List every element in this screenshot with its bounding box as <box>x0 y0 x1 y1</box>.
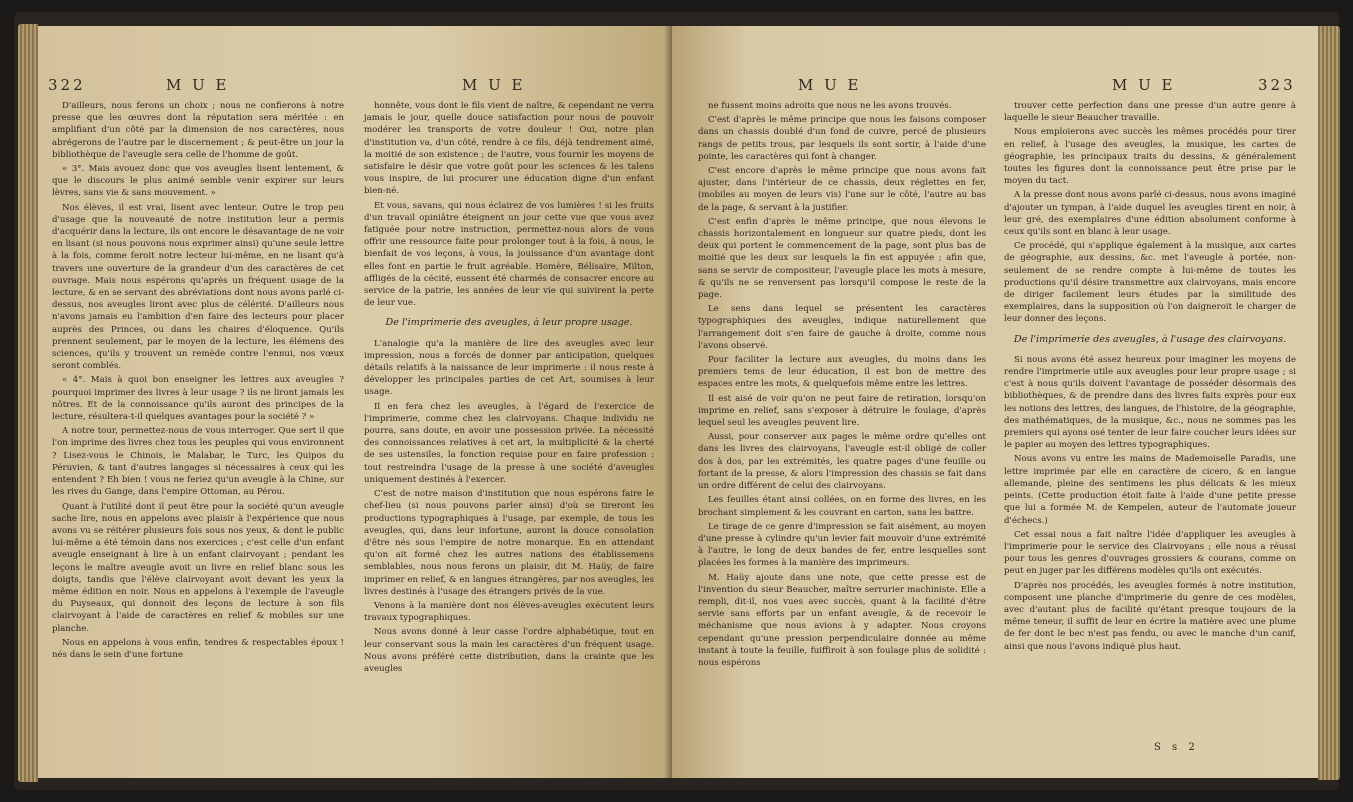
paragraph: C'est d'après le même principe que nous les faisons composer dans un chassis doublé d'un fond de cuivre, percé de plusieurs rangs de petits trous, par lesquels ils sont sortir, à l'aide d'une pointe, les caractères qui font à changer. <box>698 115 986 162</box>
paragraph: Il est aisé de voir qu'on ne peut faire de retiration, lorsqu'on imprime en relief, sans s'exposer à détruire le foulage, d'après lequel seul les aveugles peuvent lire. <box>698 393 986 429</box>
paragraph: C'est encore d'après le même principe que nous avons fait ajuster, dans l'intérieur de ce chassis, deux réglettes en fer, (mobiles au moyen de leurs vis) l'une sur le côté, l'autre au bas de la page, & servant à la justifier. <box>698 166 986 213</box>
right-page-head-col1: M U E <box>798 76 862 94</box>
left-page-head-col2: M U E <box>462 76 526 94</box>
section-heading: De l'imprimerie des aveugles, à l'usage des clairvoyans. <box>1013 333 1287 345</box>
paragraph: Les feuilles étant ainsi collées, on en forme des livres, en les brochant simplement & les couvrant en carton, sans les battre. <box>698 495 986 518</box>
left-page-column-1 <box>52 100 344 663</box>
paragraph: D'ailleurs, nous ferons un choix ; nous ne confierons à notre presse que les œuvres dont la réputation sera méritée : en amplifiant d'un côté par la dimension de nos caractères, nous abrégerons de l'autre par le discernement ; & peut-être un jour la bibliothèque de l'aveugle sera celle de l'homme de goût. <box>52 101 344 160</box>
paragraph: Nous emploierons avec succès les mêmes procédés pour tirer en relief, à l'usage des aveugles, la musique, les cartes de géographie, les principaux traits du dessins, & généralement toutes les figures dont la connoissance peut être prise par le moyen du tact. <box>1004 127 1296 187</box>
paragraph: Cet essai nous a fait naître l'idée d'appliquer les aveugles à l'imprimerie pour le service des Clairvoyans ; elle nous a réussi pour tous les genres d'ouvrages grossiers & courans, comme on peut en juger par les différens modèles qu'ils ont exécutés. <box>1004 529 1296 577</box>
left-page-head-col1: M U E <box>166 76 230 94</box>
section-heading: De l'imprimerie des aveugles, à leur propre usage. <box>385 317 633 329</box>
right-page <box>672 26 1318 778</box>
paragraph: Nous avons vu entre les mains de Mademoiselle Paradis, une lettre imprimée par elle en caractère de cicero, & en langue allemande, pleine des sentimens les plus délicats & les mieux peints. (Cette production étoit faite à l'aide d'une petite presse que lui a formée M. de Kempelen, auteur de l'automate joueur d'échecs.) <box>1004 454 1296 526</box>
paragraph: honnête, vous dont le fils vient de naître, & cependant ne verra jamais le jour, quelle douce satisfaction pour nous de pouvoir modérer les transports de votre douleur ! Oui, notre plan d'institution va, d'un côté, rendre à ce fils, déjà tendrement aimé, la moitié de son existence ; de l'autre, vous fournir les moyens de satisfaire le désir que votre goût pour les sciences & les talens vous inspire, de lui procurer une éducation digne d'un enfant bien-né. <box>364 101 654 197</box>
page-edges-left <box>18 24 38 782</box>
left-page-column-2 <box>364 100 654 677</box>
right-page-head-col2: M U E <box>1112 76 1176 94</box>
paragraph: Et vous, savans, qui nous éclairez de vos lumières ! si les fruits d'un travail opiniâtre éteignent un jour cette vue que vous avez fatiguée pour notre instruction, permettez-nous alors de vous offrir une ressource faite pour prolonger tout à la fois, à nous, le bienfait de vos leçons, à vous, la jouissance d'un avantage dont elles font en partie le fruit agréable. Homère, Bélisaire, Milton, affligés de la cécité, eussent été charmés de consacrer encore au service de la patrie, les années de leur vie qui suivirent la perte de leur vue. <box>364 200 654 309</box>
paragraph: Il en fera chez les aveugles, à l'égard de l'exercice de l'imprimerie, comme chez les clairvoyans. Chaque individu ne pourra, sans doute, en avoir une possession privée. La nécessité des connoissances relatives à cet art, la multiplicité & la cherté de ses ustensiles, la fonction requise pour en faire profession : tout restreindra l'usage de la presse à une société d'aveugles uniquement destinés à l'exercer. <box>364 401 654 485</box>
paragraph: A la presse dont nous avons parlé ci-dessus, nous avons imaginé d'ajouter un tympan, à l'aide duquel les aveugles tirent en noir, à leur gré, des exemplaires d'une édition absolument conforme à ceux qu'ils sont en blanc à leur usage. <box>1004 190 1296 238</box>
paragraph: « 3°. Mais avouez donc que vos aveugles lisent lentement, & que le discours le plus animé semble venir expirer sur leurs lèvres, sans vie & sans mouvement. » <box>52 164 344 199</box>
paragraph: trouver cette perfection dans une presse d'un autre genre à laquelle le sieur Beaucher travaille. <box>1004 101 1296 124</box>
right-page-column-1 <box>698 100 986 671</box>
paragraph: Nous avons donné à leur casse l'ordre alphabétique, tout en leur conservant sous la main les caractères d'un fréquent usage. Nous avons préféré cette distribution, dans la crainte que les aveugles <box>364 627 654 674</box>
paragraph: ne fussent moins adroits que nous ne les avons trouvés. <box>708 101 952 111</box>
paragraph: D'après nos procédés, les aveugles formés à notre institution, composent une planche d'imprimerie du genre de ces modèles, avec d'autant plus de facilité qu'étant presque toujours de la même teneur, il suffit de leur en écrire la matière avec une plume de fer dont le bec n'est pas fendu, ou avec le manche d'un canif, ainsi que nous l'avons indiqué plus haut. <box>1004 580 1296 652</box>
paragraph: Le tirage de ce genre d'impression se fait aisément, au moyen d'une presse à cylindre qu'un levier fait mouvoir d'une extrémité à l'autre, le long de deux bandes de fer, entre lesquelles sont placées les formes à la manière des imprimeurs. <box>698 521 986 569</box>
paragraph: C'est de notre maison d'institution que nous espérons faire le chef-lieu (si nous pouvons parler ainsi) d'où se tireront les productions typographiques à l'usage, par exemple, de tous les aveugles, qui, dans leur infortune, auront la douce consolation d'être nés sous l'empire de notre monarque. En en attendant qu'on ait formé chez les autres nations des établissemens semblables, nous nous ferons un plaisir, dit M. Haüy, de faire imprimer en relief, & en langues étrangères, par nos aveugles, les livres destinés à l'usage des étrangers privés de la vue. <box>364 489 654 597</box>
paragraph: A notre tour, permettez-nous de vous interroger. Que sert il que l'on imprime des livres chez tous les peuples qui vous environnent ? Lisez-vous le Chinois, le Malabar, le Turc, les Quipos du Péruvien, & tant d'autres langages si nécessaires à ceux qui les entendent ? Eh bien ! vous ne feriez qu'un aveugle à la Chine, sur les rives du Gange, dans l'empire Ottoman, au Pérou. <box>52 426 344 498</box>
paragraph: L'analogie qu'a la manière de lire des aveugles avec leur impression, nous a forcés de donner par anticipation, quelques détails relatifs à la naissance de leur imprimerie : il nous reste à développer les principales parties de cet Art, soumises à leur usage. <box>364 338 654 398</box>
paragraph: Venons à la manière dont nos élèves-aveugles exécutent leurs travaux typographiques. <box>364 600 654 624</box>
left-page-number: 322 <box>48 76 86 94</box>
paragraph: « 4°. Mais à quoi bon enseigner les lettres aux aveugles ? pourquoi imprimer des livres à leur usage ? ils ne liront jamais les nôtres. Et de la connoissance qu'ils auront des principes de la lecture, résultera-t-il quelques avantages pour la société ? » <box>52 375 344 423</box>
paragraph: Ce procédé, qui s'applique également à la musique, aux cartes de géographie, aux dessins, &c. met l'aveugle à portée, non-seulement de se rendre compte à lui-même de toutes les productions qu'il désire transmettre aux clairvoyans, mais encore de diriger facilement leurs études par la similitude des exemplaires, dans la supposition où l'on daigneroit le charger de leur donner des leçons. <box>1004 241 1296 325</box>
paragraph: M. Haüy ajoute dans une note, que cette presse est de l'invention du sieur Beaucher, maître serrurier machiniste. Elle a rempli, dit-il, nos vues avec succès, quant à la facilité d'être servie sans efforts par un enfant aveugle, & de recevoir le méchanisme que nous avions à y adapter. Nous croyons cependant qu'une pression perpendiculaire donnée au même instant à toute la feuille, fuiffiroit à son foulage plus de solidité : nous espérons <box>698 572 986 668</box>
paragraph: Quant à l'utilité dont il peut être pour la société qu'un aveugle sache lire, nous en appelons avec plaisir à l'expérience que nous avons vu se réitérer plusieurs fois sous nos yeux, & dont le public lui-même a été témoin dans nos exercices ; c'est celle d'un enfant aveugle enseignant à lire à un enfant clairvoyant ; pendant les leçons le maître aveugle avoit un livre en relief blanc sous les doigts, tandis que l'élève clairvoyant avoit devant les yeux la même édition en noir. Nous en appelons à l'exemple de l'aveugle du Puyseaux, qui donnoit des leçons de lecture à son fils clairvoyant à l'aide de caractères en relief & mobiles sur une planche. <box>52 501 344 634</box>
paragraph: Pour faciliter la lecture aux aveugles, du moins dans les premiers tems de leur éducation, il est bon de mettre des espaces entre les mots, & quelquefois même entre les lettres. <box>698 355 986 390</box>
paragraph: Le sens dans lequel se présentent les caractères typographiques des aveugles, indique naturellement que l'arrangement doit s'en faire de gauche à droite, comme nous l'avons observé. <box>698 304 986 351</box>
page-edges-right <box>1318 26 1340 780</box>
left-page <box>38 26 672 778</box>
signature-mark: S s 2 <box>1154 742 1199 753</box>
paragraph: Nos élèves, il est vrai, lisent avec lenteur. Outre le trop peu d'usage que la nouveauté de notre institution leur a permis d'acquérir dans la lecture, ils ont encore le désavantage de ne voir en lisant (si nous pouvons nous exprimer ainsi) qu'une seule lettre à la fois, comme feroit notre lecteur lui-même, en ne lisant qu'à travers une ouverture de la grandeur d'un des caractères de cet ouvrage. Mais nous espérons qu'après un fréquent usage de la lecture, & en se servant des abréviations dont nous avons parlé ci-dessus, nos aveugles liront avec plus de célérité. D'ailleurs nous n'avons jamais eu l'ambition d'en faire des lecteurs pour placer auprès des Princes, ou dans les chaires d'éloquence. Qu'ils prennent seulement, par le moyen de la lecture, les élémens des sciences, qu'ils y trouvent un remède contre l'ennui, nos vœux seront comblés. <box>52 202 344 372</box>
paragraph: Aussi, pour conserver aux pages le même ordre qu'elles ont dans les livres des clairvoyans, l'aveugle est-il obligé de coller dos à dos, par les extrémités, les quatre pages d'une feuille ou fortant de la presse, & alors l'impression des chassis se fait dans un ordre différent de celui des clairvoyans. <box>698 432 986 492</box>
right-page-number: 323 <box>1258 76 1296 94</box>
paragraph: Si nous avons été assez heureux pour imaginer les moyens de rendre l'imprimerie utile aux aveugles pour leur propre usage ; si c'est à nous qu'ils doivent l'avantage de posséder désormais des bibliothèques, & de prendre dans des livres faits exprès pour eux les notions des lettres, des langues, de l'histoire, de la géographie, des mathématiques, de la musique, &c., nous ne sommes pas les premiers qui ayons osé tenter de leur faire coucher leurs idées sur le papier au moyen des lettres typographiques. <box>1004 354 1296 451</box>
paragraph: Nous en appelons à vous enfin, tendres & respectables époux ! nés dans le sein d'une fortune <box>52 637 344 660</box>
paragraph: C'est enfin d'après le même principe, que nous élevons le chassis horizontalement en longueur sur quatre pieds, dont les deux qui portent le commencement de la page, sont plus bas de moitié que les deux sur lesquels la fin est appuyée ; afin que, sans se servir de compositeur, l'aveugle place les mots à mesure, & qu'ils ne se renversent pas lorsqu'il compose le reste de la page. <box>698 216 986 301</box>
right-page-column-2 <box>1004 100 1296 655</box>
